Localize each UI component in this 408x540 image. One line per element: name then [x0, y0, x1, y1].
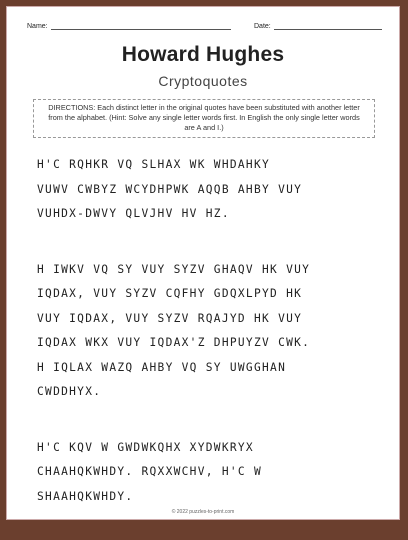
puzzle-area [37, 153, 377, 540]
name-field[interactable] [27, 22, 231, 30]
quote-line: SHAAHQKWHDY. [37, 489, 134, 503]
quote-block [37, 436, 377, 510]
quote-line: CWDDHYX. [37, 385, 102, 398]
quote-line: IQDAX WKX VUY IQDAX'Z DHPUYZV CWK. [37, 336, 311, 349]
directions-box: DIRECTIONS: Each distinct letter in the original quotes have been substituted with another letter from the alphabet. (Hint: Solve any single letter words first. In English the only single letter words are A and I.) [33, 99, 375, 138]
page-subtitle: Cryptoquotes [158, 73, 248, 89]
page-title: Howard Hughes [121, 43, 285, 66]
copyright-footer: © 2022 puzzles-to-print.com [171, 509, 235, 515]
name-line[interactable] [51, 22, 231, 30]
quote-line: CHAAHQKWHDY. RQXXWCHV, H'C W [37, 465, 262, 478]
quote-line: H IQLAX WAZQ AHBY VQ SY UWGGHAN [37, 360, 287, 374]
date-label: Date: [254, 23, 271, 30]
quote-block [37, 258, 377, 405]
date-line[interactable] [274, 22, 382, 30]
quote-line: VUY IQDAX, VUY SYZV RQAJYD HK VUY [37, 311, 303, 325]
quote-line: IQDAX, VUY SYZV CQFHY GDQXLPYD HK [37, 287, 303, 300]
quote-block [37, 153, 377, 227]
quote-line: H'C RQHKR VQ SLHAX WK WHDAHKY [37, 158, 271, 171]
date-field[interactable] [254, 22, 382, 30]
quote-line: H IWKV VQ SY VUY SYZV GHAQV HK VUY [37, 262, 311, 276]
name-label: Name: [27, 23, 48, 30]
worksheet-page [6, 6, 400, 520]
quote-line: H'C KQV W GWDWKQHX XYDWKRYX [37, 440, 254, 454]
quote-line: VUWV CWBYZ WCYDHPWK AQQB AHBY VUY [37, 182, 303, 196]
quote-line: VUHDX-DWVY QLVJHV HV HZ. [37, 207, 230, 220]
